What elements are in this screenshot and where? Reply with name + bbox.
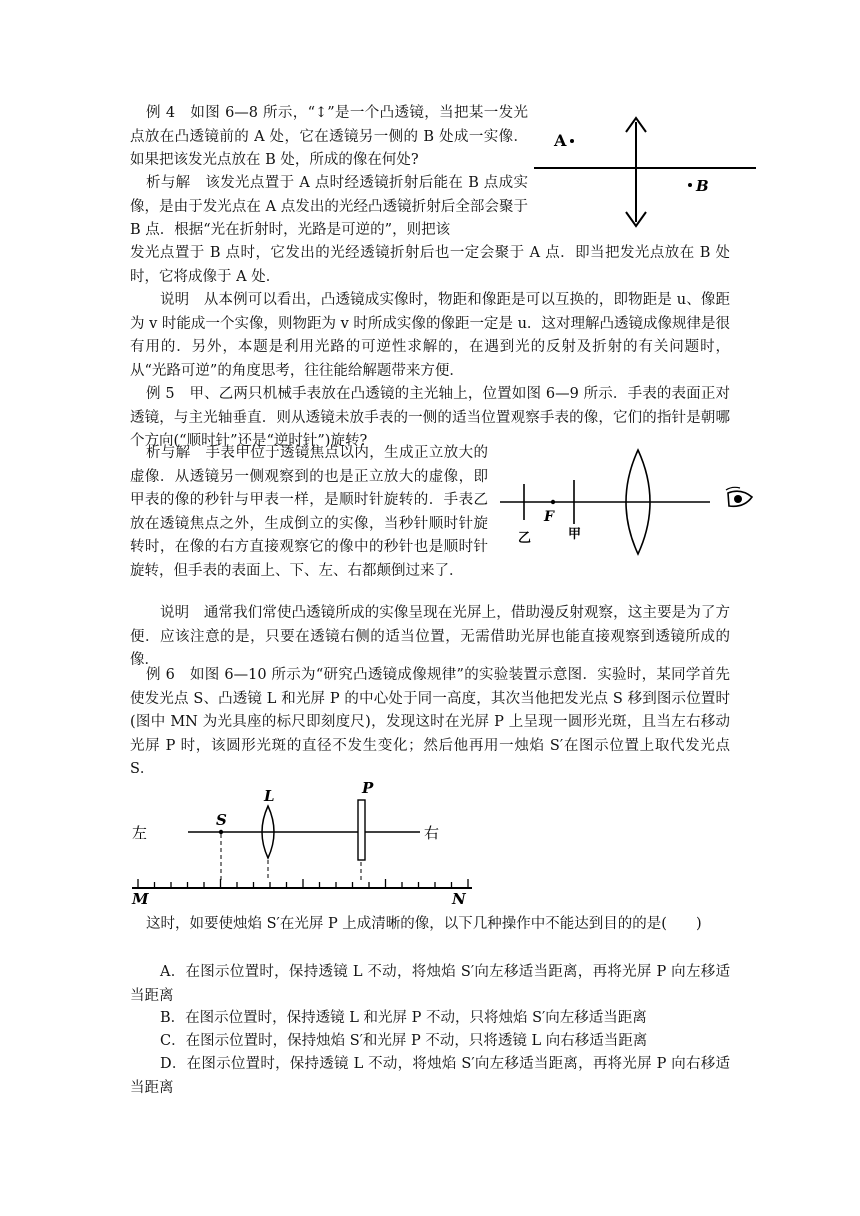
figure-6-10-optical-bench-diagram	[130, 776, 476, 906]
watch-yi-label: 乙	[518, 531, 532, 546]
focal-point-label: F	[544, 509, 554, 525]
point-source-s	[219, 830, 223, 834]
focal-point-f	[551, 500, 555, 504]
screen-p	[358, 800, 365, 860]
point-a-label: A	[554, 131, 567, 150]
scale-n-label: N	[452, 890, 466, 906]
example-4-analysis-continued: 发光点置于 B 点时，它发出的光经透镜折射后也一定会聚于 A 点．即当把发光点放在 B 处时，它将成像于 A 处．	[130, 245, 730, 285]
example-5-question: 例 5 甲、乙两只机械手表放在凸透镜的主光轴上，位置如图 6—9 所示．手表的表面正对透镜，与主光轴垂直．则从透镜未放手表的一侧的适当位置观察手表的像，它们的指针是朝哪个方向(“顺时针”还是“逆时针”)旋转?	[130, 386, 730, 449]
screen-p-label: P	[362, 779, 374, 797]
figure-6-8-convex-lens-diagram	[530, 108, 760, 236]
figure-6-9-watches-lens-diagram	[498, 446, 756, 556]
example-5-analysis: 析与解 手表甲位于透镜焦点以内，生成正立放大的虚像．从透镜另一侧观察到的也是正立放大的虚像，即甲表的像的秒针与甲表一样，是顺时针旋转的．手表乙放在透镜焦点之外，生成倒立的实像，当秒针顺时针旋转时，在像的右方直接观察它的像中的秒针也是顺时针旋转，但手表的表面上、下、左、右都颠倒过来了．	[130, 445, 488, 579]
point-b-label: B	[696, 177, 709, 195]
left-label: 左	[132, 824, 148, 842]
example-4-analysis: 析与解 该发光点置于 A 点时经透镜折射后能在 B 点成实像，是由于发光点在 A 点发出的光经凸透镜折射后全部会聚于 B 点．根据“光在折射时，光路是可逆的”，则把该	[130, 175, 528, 238]
point-b-dot	[688, 183, 692, 187]
example-4-question: 例 4 如图 6—8 所示，“↕”是一个凸透镜，当把某一发光点放在凸透镜前的 A 处，它在透镜另一侧的 B 处成一实像．如果把该发光点放在 B 处，所成的像在何处?	[130, 105, 528, 168]
example-5-note: 说明 通常我们常使凸透镜所成的实像呈现在光屏上，借助漫反射观察，这主要是为了方便．应该注意的是，只要在透镜右侧的适当位置，无需借助光屏也能直接观察到透镜所成的像．	[130, 605, 730, 668]
option-a: A．在图示位置时，保持透镜 L 不动，将烛焰 S′向左移适当距离，再将光屏 P 向左移适当距离	[130, 964, 730, 1004]
scale-m-label: M	[132, 890, 149, 906]
option-d: D．在图示位置时，保持透镜 L 不动，将烛焰 S′向左移适当距离，再将光屏 P 向右移适当距离	[130, 1056, 730, 1096]
example-6-prompt: 这时，如要使烛焰 S′在光屏 P 上成清晰的像，以下几种操作中不能达到目的的是( )	[146, 916, 702, 932]
option-c: C．在图示位置时，保持烛焰 S′和光屏 P 不动，只将透镜 L 向右移适当距离	[160, 1033, 648, 1049]
eye-icon	[726, 487, 752, 506]
example-6-question: 例 6 如图 6—10 所示为“研究凸透镜成像规律”的实验装置示意图．实验时，某同学首先使发光点 S、凸透镜 L 和光屏 P 的中心处于同一高度，其次当他把发光点 S 移到图示位置时(图中 MN 为光具座的标尺即刻度尺)，发现这时在光屏 P 上呈现一圆形光斑，且当左右移动光屏 P 时，该圆形光斑的直径不发生变化；然后他再用一烛焰 S′在图示位置上取代发光点 S．	[130, 667, 730, 777]
option-b: B．在图示位置时，保持透镜 L 和光屏 P 不动，只将烛焰 S′向左移适当距离	[160, 1010, 647, 1026]
scale-ticks	[138, 879, 468, 888]
point-a-dot	[570, 139, 574, 143]
watch-jia-label: 甲	[568, 527, 582, 542]
source-s-label: S	[216, 811, 227, 829]
example-4-note: 说明 从本例可以看出，凸透镜成实像时，物距和像距是可以互换的，即物距是 u、像距为 v 时能成一个实像，则物距为 v 时所成实像的像距一定是 u．这对理解凸透镜成像规律是很有用的．另外，本题是利用光路的可逆性求解的，在遇到光的反射及折射的有关问题时，从“光路可逆”的角度思考，往往能给解题带来方便．	[130, 292, 730, 379]
right-label: 右	[424, 824, 440, 842]
lens-l-label: L	[264, 787, 275, 805]
